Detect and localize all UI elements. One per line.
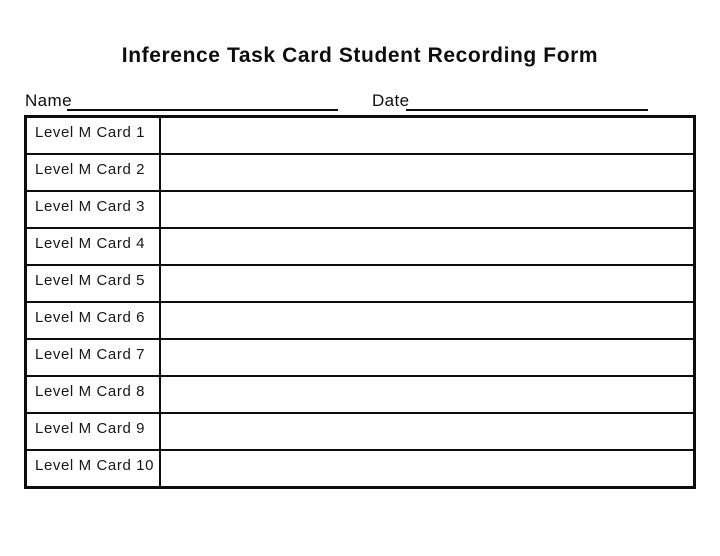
response-cell[interactable] — [160, 265, 695, 302]
recording-table — [24, 115, 696, 489]
response-cell[interactable] — [160, 117, 695, 155]
response-cell[interactable] — [160, 376, 695, 413]
card-label-cell: Level M Card 8 — [26, 376, 160, 413]
card-label-cell: Level M Card 5 — [26, 265, 160, 302]
response-cell[interactable] — [160, 339, 695, 376]
table-row — [26, 228, 695, 265]
card-label-cell: Level M Card 3 — [26, 191, 160, 228]
response-cell[interactable] — [160, 302, 695, 339]
card-label-cell: Level M Card 6 — [26, 302, 160, 339]
date-fill-in-line[interactable] — [406, 91, 648, 111]
response-cell[interactable] — [160, 413, 695, 450]
card-label-cell: Level M Card 9 — [26, 413, 160, 450]
table-row — [26, 376, 695, 413]
response-cell[interactable] — [160, 450, 695, 488]
table-row — [26, 191, 695, 228]
table-row — [26, 450, 695, 488]
name-fill-in-line[interactable] — [67, 91, 338, 111]
card-label-cell: Level M Card 1 — [26, 117, 160, 155]
recording-table-body — [26, 117, 695, 488]
page-title: Inference Task Card Student Recording Form — [121, 44, 599, 67]
card-label-cell: Level M Card 10 — [26, 450, 160, 488]
response-cell[interactable] — [160, 228, 695, 265]
table-row — [26, 265, 695, 302]
response-cell[interactable] — [160, 191, 695, 228]
card-label-cell: Level M Card 4 — [26, 228, 160, 265]
table-row — [26, 413, 695, 450]
date-label: Date — [372, 91, 410, 110]
card-label-cell: Level M Card 7 — [26, 339, 160, 376]
card-label-cell: Level M Card 2 — [26, 154, 160, 191]
table-row — [26, 117, 695, 155]
table-row — [26, 154, 695, 191]
table-row — [26, 339, 695, 376]
name-label: Name — [25, 91, 72, 110]
table-row — [26, 302, 695, 339]
response-cell[interactable] — [160, 154, 695, 191]
